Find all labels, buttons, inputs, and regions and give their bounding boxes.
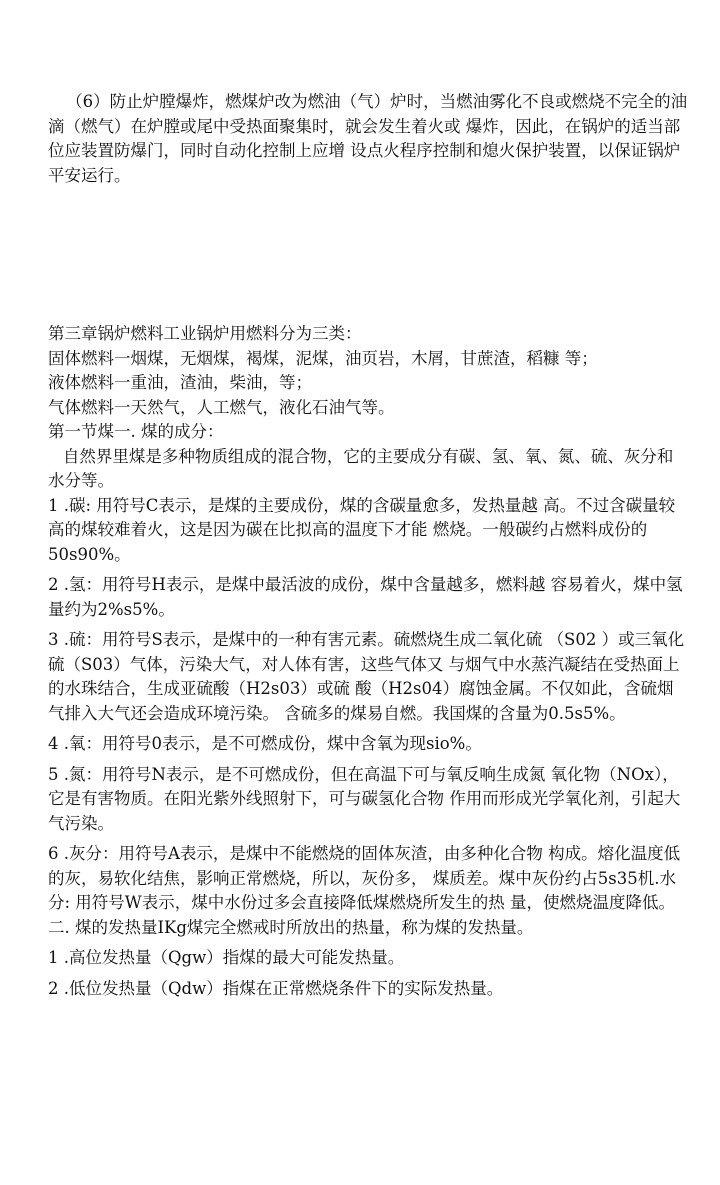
section-one-heading: 第一节煤一. 煤的成分： [48, 422, 224, 441]
component-nitrogen: 5 .氮：用符号N表示，是不可燃成份，但在高温下可与氧反响生成氮 氧化物（NOx），它是有害物质。在阳光紫外线照射下，可与碳氢化合物 作用而形成光学氧化剂，引起大气污染。 [48, 764, 681, 833]
intro-paragraph: （6）防止炉膛爆炸，燃煤炉改为燃油（气）炉时，当燃油雾化不良或燃烧不完全的油滴（燃气）在炉膛或尾中受热面聚集时，就会发生着火或 爆炸，因此，在锅炉的适当部位应装置防爆门，同时自动化控制上应增 设点火程序控制和熄火保护装置，以保证锅炉平安运行。 [48, 92, 688, 185]
heat-heading: 二. 煤的发热量IKg煤完全燃戒时所放出的热量，称为煤的发热量。 [48, 917, 534, 937]
component-oxygen: 4 .氧：用符号0表示，是不可燃成份，煤中含氧为现sio%。 [48, 734, 482, 753]
chapter-block [48, 322, 688, 494]
section-intro-paragraph: 自然界里煤是多种物质组成的混合物，它的主要成分有碳、氢、氧、氮、硫、灰分和水分等。 [48, 446, 674, 490]
component-ash-water: 6 .灰分：用符号A表示，是煤中不能燃烧的固体灰渣，由多种化合物 构成。熔化温度低的灰，易软化结焦，影响正常燃烧，所以，灰份多， 煤质差。煤中灰份约占5s35机.水分: 用符号W表示，煤中水份过多会直接降低煤燃烧所发生的热 量，使燃烧温度降低。 [48, 844, 681, 912]
solid-fuel-line: 固体燃料一烟煤，无烟煤，褐煤，泥煤，油页岩，木屑，甘蔗渣，稻糠 等； [48, 348, 598, 368]
component-hydrogen: 2 .氢：用符号H表示，是煤中最活波的成份，煤中含量越多，燃料越 容易着火，煤中氢量约为2%s5%。 [48, 575, 683, 619]
component-sulfur: 3 .硫：用符号S表示，是煤中的一种有害元素。硫燃烧生成二氧化硫 （S02 ）或三氧化硫（S03）气体，污染大气，对人体有害，这些气体又 与烟气中水蒸汽凝结在受热面上的水珠结合，生成亚硫酸（H2s03）或硫 酸（H2s04）腐蚀金属。不仅如此，含硫烟气排入大气还会造成环境污染。 含硫多的煤易自燃。我国煤的含量为0.5s5%。 [48, 630, 685, 723]
heat-high-line: 1 .高位发热量（Qgw）指煤的最大可能发热量。 [48, 948, 405, 967]
component-carbon: 1 .碳: 用符号C表示，是煤的主要成份，煤的含碳量愈多，发热量越 高。不过含碳量较高的煤较难着火，这是因为碳在比拟高的温度下才能 燃烧。一般碳约占燃料成份的50s90%。 [48, 495, 676, 564]
components-list [48, 494, 688, 916]
liquid-fuel-line: 液体燃料一重油，渣油，柴油，等； [48, 373, 312, 392]
heat-low-line: 2 .低位发热量（Qdw）指煤在正常燃烧条件下的实际发热量。 [48, 978, 504, 998]
blank-gap [48, 188, 688, 322]
gas-fuel-line: 气体燃料一天然气，人工燃气，液化石油气等。 [48, 397, 395, 417]
chapter-heading: 第三章锅炉燃料工业锅炉用燃料分为三类： [48, 324, 362, 343]
heat-value-block [48, 916, 688, 1002]
document-page [48, 90, 688, 1001]
